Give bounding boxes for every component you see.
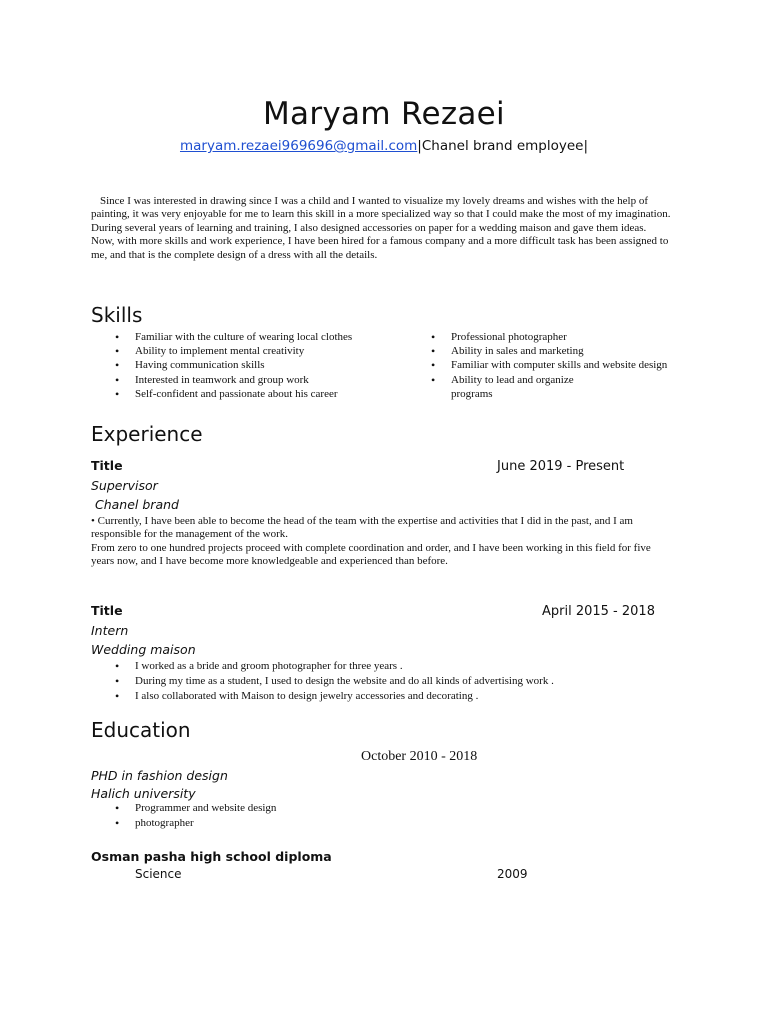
- highschool-year: 2009: [497, 867, 528, 881]
- job-1-description-2: From zero to one hundred projects proceed with complete coordination and order, and I have been working in this field for five years now, and I have become more knowledgeable and experienced than before.: [91, 542, 651, 568]
- list-item: • Self-confident and passionate about his career: [115, 387, 415, 401]
- job-1-position: Supervisor: [91, 478, 158, 493]
- job-2-position: Intern: [91, 623, 129, 638]
- job-2-bullets: [115, 659, 675, 704]
- list-item: • Having communication skills: [115, 358, 415, 372]
- job-1-dates: June 2019 - Present: [497, 459, 625, 474]
- skills-list-right: [431, 330, 686, 401]
- list-item: • Interested in teamwork and group work: [115, 373, 415, 387]
- job-2-dates: April 2015 - 2018: [542, 604, 655, 619]
- list-item: • Ability in sales and marketing: [431, 344, 686, 358]
- summary-paragraph: Since I was interested in drawing since I was a child and I wanted to visualize my lovely dreams and wishes with the help of painting, it was very enjoyable for me to learn this skill in a more specialized way so that I could make the most of my imagination. During several years of learning and training, I also designed accessories on paper for a wedding maison and gave them ideas. Now, with more skills and work experience, I have been hired for a famous company and a more difficult task has been assigned to me, and that is the complete design of a dress with all the details.: [91, 195, 671, 261]
- experience-heading: Experience: [91, 422, 203, 446]
- list-item: • Programmer and website design: [115, 801, 415, 816]
- education-bullets: [115, 801, 415, 831]
- education-degree: PHD in fashion design: [91, 768, 228, 783]
- list-item: • Ability to lead and organize programs: [431, 373, 601, 401]
- list-item: • Familiar with the culture of wearing local clothes: [115, 330, 415, 344]
- education-dates: October 2010 - 2018: [361, 749, 478, 764]
- job-2-title-label: Title: [91, 603, 123, 618]
- job-1-description: • Currently, I have been able to become the head of the team with the expertise and activities that I did in the past, and I am responsible for the management of the work.: [91, 515, 633, 541]
- email-link[interactable]: maryam.rezaei969696@gmail.com: [179, 138, 418, 154]
- list-item: • Professional photographer: [431, 330, 686, 344]
- highschool-field: Science: [135, 867, 182, 881]
- list-item: • Ability to implement mental creativity: [115, 344, 415, 358]
- skills-list-left: [115, 330, 415, 401]
- candidate-name: Maryam Rezaei: [263, 96, 505, 132]
- role-text: |Chanel brand employee|: [417, 138, 588, 154]
- list-item: • During my time as a student, I used to design the website and do all kinds of advertising work .: [115, 674, 675, 689]
- education-school: Halich university: [91, 786, 196, 801]
- job-1-title-label: Title: [91, 458, 123, 473]
- list-item: • I worked as a bride and groom photographer for three years .: [115, 659, 675, 674]
- contact-line: [0, 138, 768, 154]
- highschool-diploma: Osman pasha high school diploma: [91, 849, 332, 864]
- education-heading: Education: [91, 718, 191, 742]
- list-item: • Familiar with computer skills and website design: [431, 358, 686, 372]
- job-2-company: Wedding maison: [91, 642, 196, 657]
- list-item: • photographer: [115, 816, 415, 831]
- list-item: • I also collaborated with Maison to design jewelry accessories and decorating .: [115, 689, 675, 704]
- skills-heading: Skills: [91, 303, 143, 327]
- job-1-company: Chanel brand: [95, 497, 179, 512]
